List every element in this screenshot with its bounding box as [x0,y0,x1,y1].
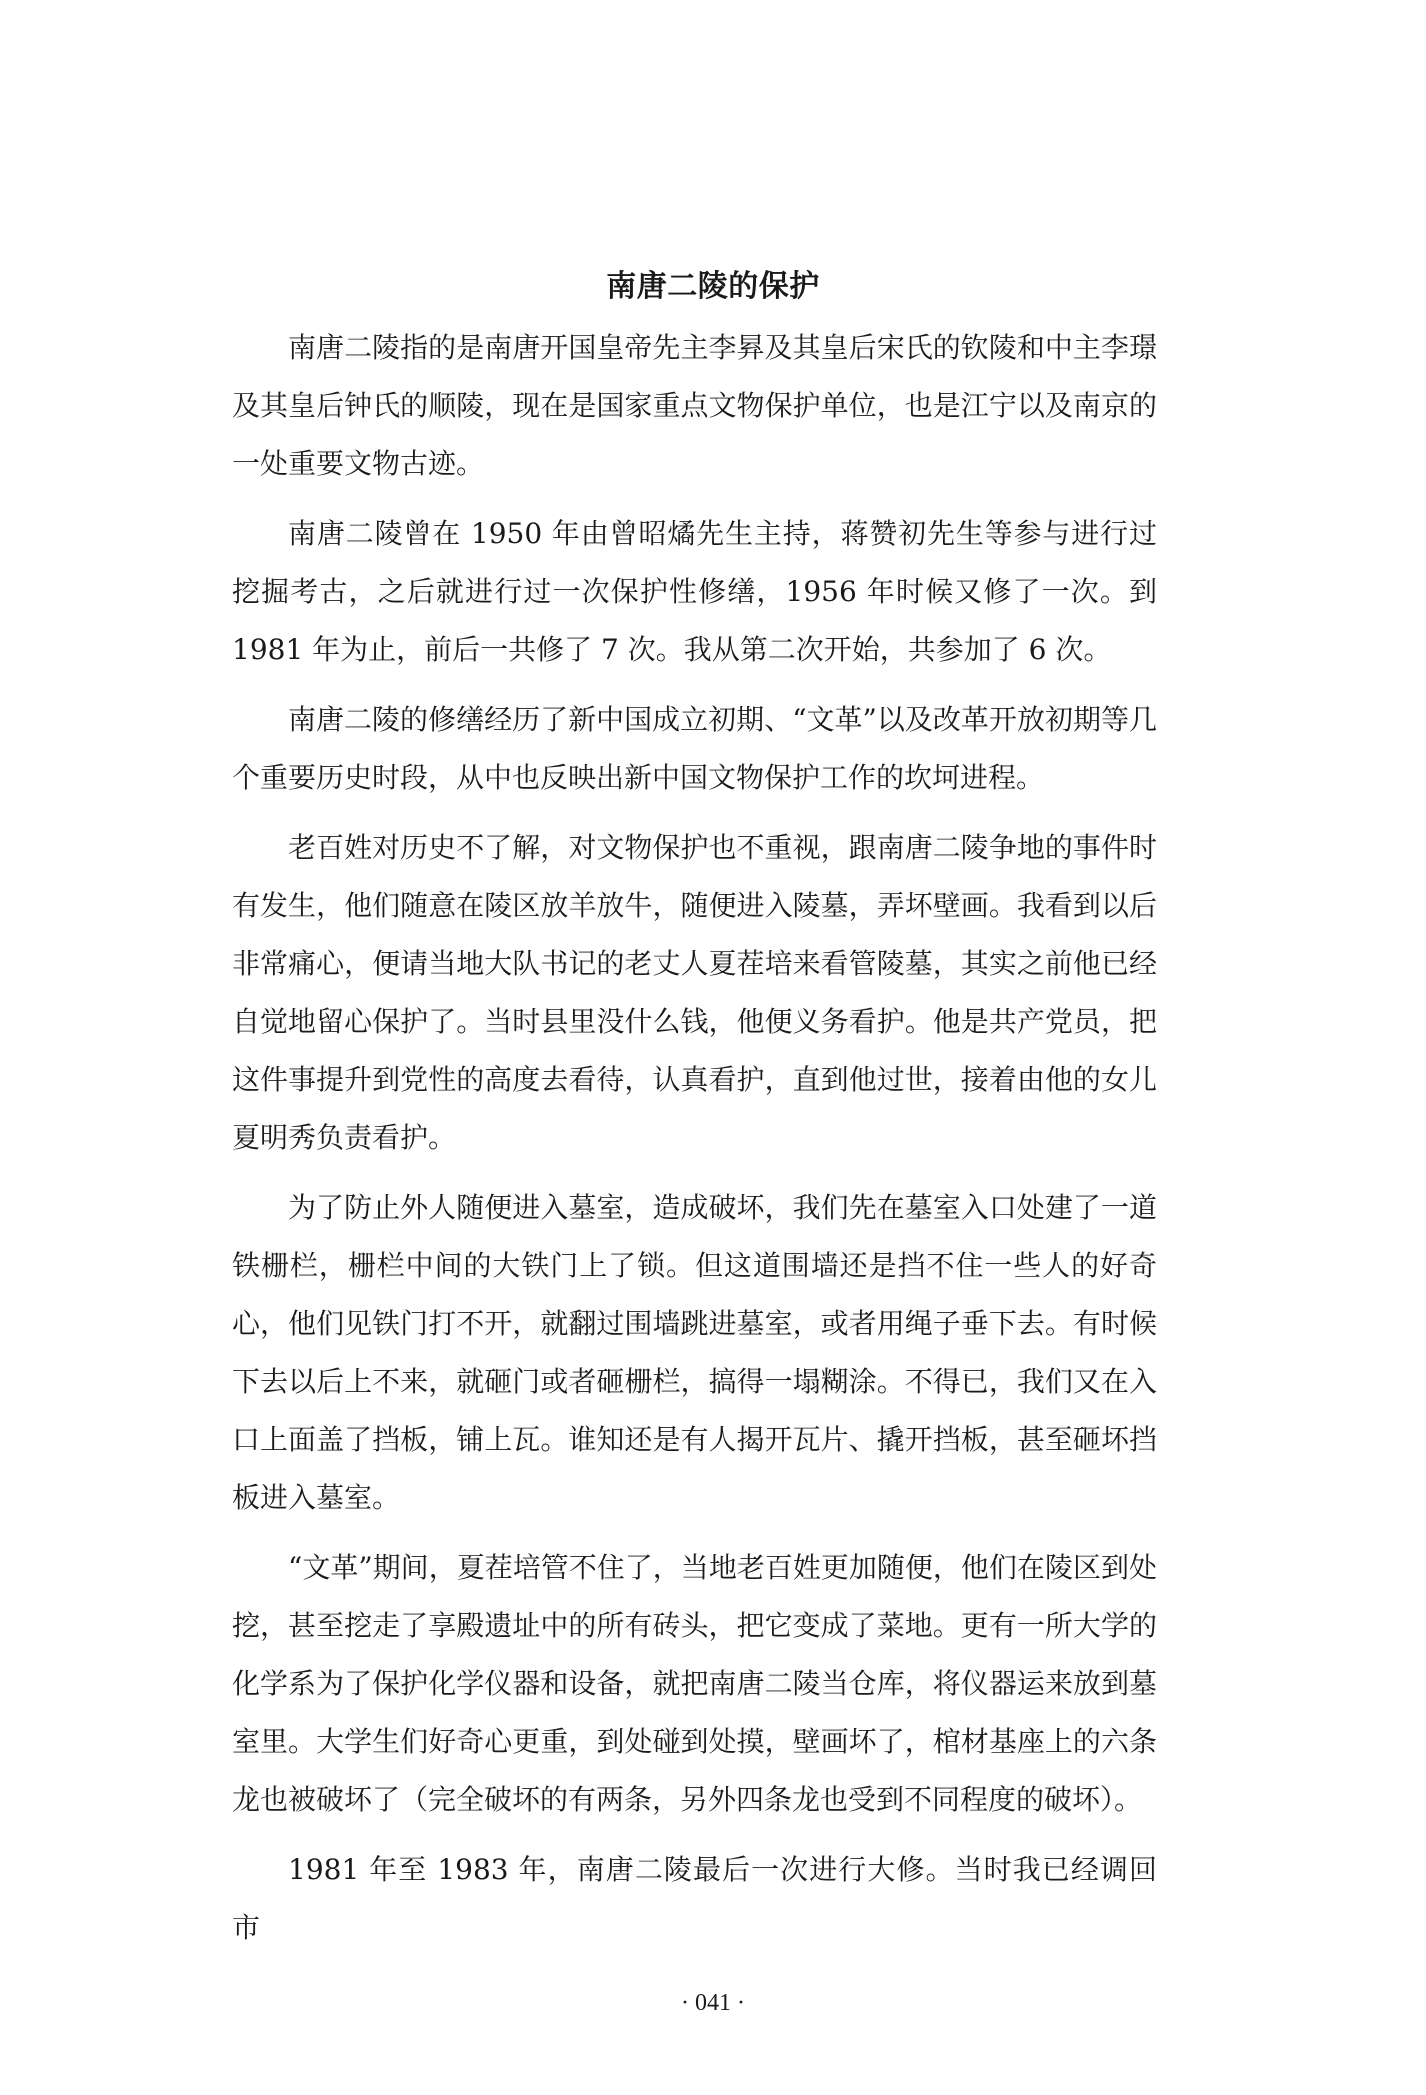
paragraph-6: “文革”期间，夏茬培管不住了，当地老百姓更加随便，他们在陵区到处挖，甚至挖走了享殿遗址中的所有砖头，把它变成了菜地。更有一所大学的化学系为了保护化学仪器和设备，就把南唐二陵当仓库，将仪器运来放到墓室里。大学生们好奇心更重，到处碰到处摸，壁画坏了，棺材基座上的六条龙也被破坏了（完全破坏的有两条，另外四条龙也受到不同程度的破坏）。 [232,1551,1157,1816]
paragraph-3: 南唐二陵的修缮经历了新中国成立初期、“文革”以及改革开放初期等几个重要历史时段，从中也反映出新中国文物保护工作的坎坷进程。 [232,703,1157,794]
paragraph-7: 1981 年至 1983 年，南唐二陵最后一次进行大修。当时我已经调回市 [232,1853,1157,1944]
paragraph-2: 南唐二陵曾在 1950 年由曾昭燏先生主持，蒋赞初先生等参与进行过挖掘考古，之后就进行过一次保护性修缮，1956 年时候又修了一次。到 1981 年为止，前后一共修了 7 次。我从第二次开始，共参加了 6 次。 [232,517,1157,666]
paragraph-5: 为了防止外人随便进入墓室，造成破坏，我们先在墓室入口处建了一道铁栅栏，栅栏中间的大铁门上了锁。但这道围墙还是挡不住一些人的好奇心，他们见铁门打不开，就翻过围墙跳进墓室，或者用绳子垂下去。有时候下去以后上不来，就砸门或者砸栅栏，搞得一塌糊涂。不得已，我们又在入口上面盖了挡板，铺上瓦。谁知还是有人揭开瓦片、撬开挡板，甚至砸坏挡板进入墓室。 [232,1191,1157,1514]
page-title: 南唐二陵的保护 [606,269,820,304]
paragraph-1: 南唐二陵指的是南唐开国皇帝先主李昪及其皇后宋氏的钦陵和中主李璟及其皇后钟氏的顺陵，现在是国家重点文物保护单位，也是江宁以及南京的一处重要文物古迹。 [232,331,1157,480]
body-text [232,319,1157,1969]
paragraph-4: 老百姓对历史不了解，对文物保护也不重视，跟南唐二陵争地的事件时有发生，他们随意在陵区放羊放牛，随便进入陵墓，弄坏壁画。我看到以后非常痛心，便请当地大队书记的老丈人夏茬培来看管陵墓，其实之前他已经自觉地留心保护了。当时县里没什么钱，他便义务看护。他是共产党员，把这件事提升到党性的高度去看待，认真看护，直到他过世，接着由他的女儿夏明秀负责看护。 [232,831,1157,1154]
page-number: · 041 · [681,1990,745,2016]
